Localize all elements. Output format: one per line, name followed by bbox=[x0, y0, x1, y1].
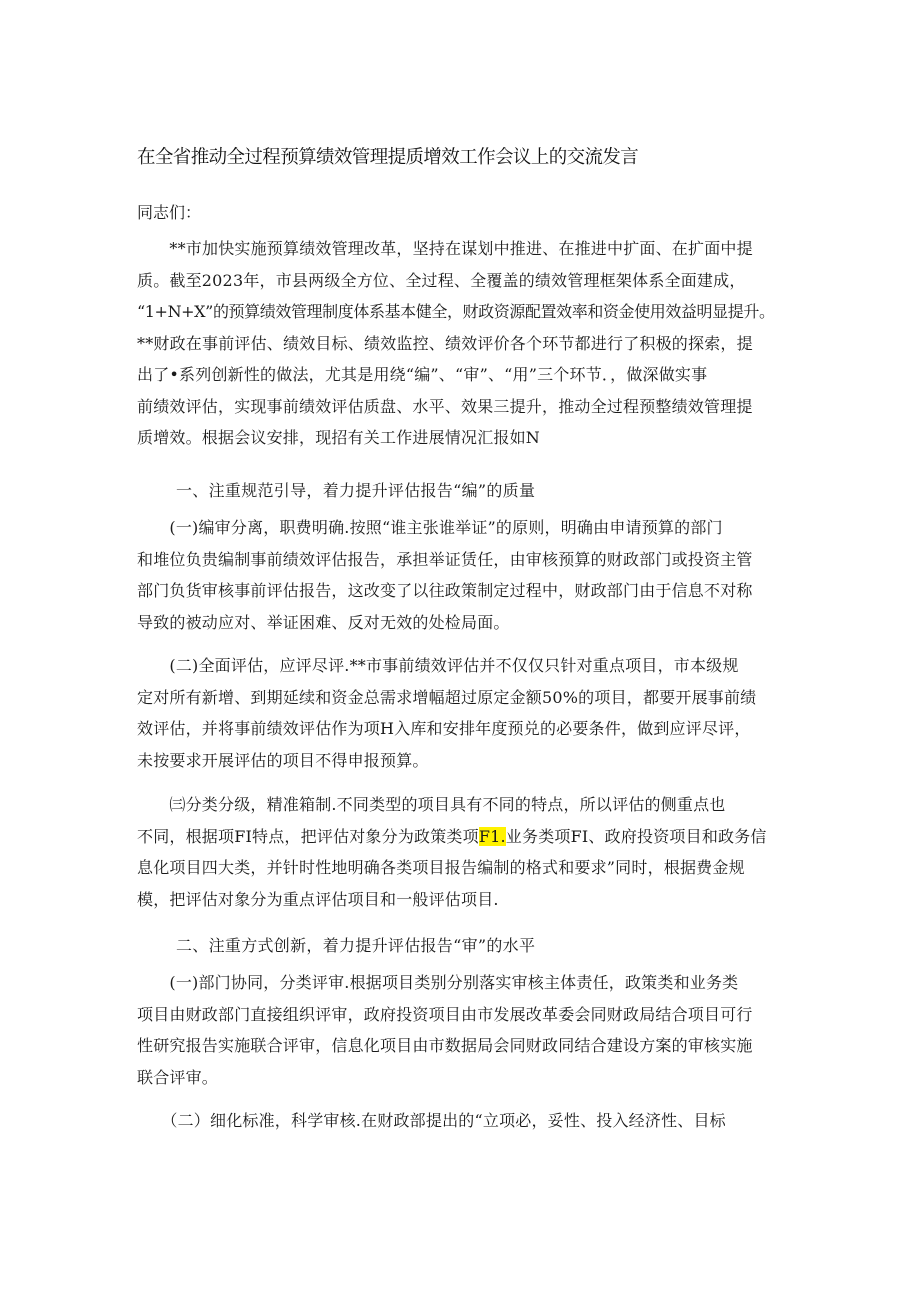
document-title: 在全省推动全过程预算绩效管理提质增效工作会议上的交流发言 bbox=[137, 147, 639, 168]
paragraph-line: 前绩效评估，实现事前绩效评估质盘、水平、效果三提升，推动全过程预整绩效管理提 bbox=[137, 396, 753, 416]
paragraph-line: 模，把评估对象分为重点评估项目和一般评估项目. bbox=[137, 889, 499, 909]
section-2-2-paragraph bbox=[137, 1105, 797, 1137]
paragraph-line: 性研究报告实施联合评审，信息化项目由市数据局会同财政同结合建设方案的审核实施 bbox=[137, 1036, 753, 1055]
paragraph-line: **市加快实施预算绩效管理改革，坚持在谋划中推进、在推进中扩面、在扩面中提 bbox=[137, 239, 753, 258]
paragraph-line: **财政在事前评估、绩效目标、绩效监控、绩效评价各个环节都进行了积极的探索，提 bbox=[137, 333, 753, 353]
paragraph-line: ㈢分类分级，精准箱制.不同类型的项目具有不同的特点，所以评估的侧重点也 bbox=[137, 795, 726, 814]
paragraph-line: 定对所有新增、到期延续和资金总需求增幅超过原定金额50%的项目，都要开展事前绩 bbox=[137, 687, 757, 707]
paragraph-line: 未按要求开展评估的项目不得申报预算。 bbox=[137, 750, 429, 770]
paragraph-line: 项目由财政部门直接组织评审，政府投资项目由市发展改革委会同财政局结合项目可行 bbox=[137, 1004, 753, 1024]
paragraph-line: 部门负货审核事前评估报告，这改变了以往政策制定过程中，财政部门由于信息不对称 bbox=[137, 581, 753, 600]
intro-paragraph bbox=[137, 233, 797, 454]
paragraph-line: 和堆位负贵编制事前绩效评估报告，承担举证赁任，由审核预算的财政部门或投资主管 bbox=[137, 549, 753, 569]
section-1-3-paragraph bbox=[137, 789, 797, 915]
paragraph-line: “1+N+X”的预算绩效管理制度体系基本健全，财政资源配置效率和资金使用效益明显提升。 bbox=[137, 302, 775, 321]
section-1-1-paragraph bbox=[137, 512, 797, 638]
paragraph-line: (一)部门协同，分类评审.根据项目类别分别落实审核主体责任，政策类和业务类 bbox=[137, 973, 739, 992]
line-text: 业务类项FI、政府投资项目和政务信 bbox=[505, 826, 767, 846]
paragraph-line: 效评估，并将事前绩效评估作为项H入库和安排年度预兑的必要条件，做到应评尽评， bbox=[137, 719, 751, 738]
section-2-1-paragraph bbox=[137, 967, 797, 1093]
section-heading-1: 一、注重规范引导，着力提升评估报告“编”的质量 bbox=[176, 481, 536, 500]
paragraph-line: 质增效。根据会议安排，现招有关工作进展情况汇报如N bbox=[137, 428, 541, 447]
section-heading-2: 二、注重方式创新，着力提升评估报告“审”的水平 bbox=[176, 936, 536, 955]
paragraph-line: 息化项目四大类，并针时性地明确各类项目报告编制的格式和要求”同时，根据费金规 bbox=[137, 858, 745, 877]
highlighted-text: F1. bbox=[478, 826, 506, 846]
section-1-2-paragraph bbox=[137, 650, 797, 776]
paragraph-line: （二）细化标准，科学审核.在财政部提出的“立项必，妥性、投入经济性、目标 bbox=[137, 1111, 726, 1130]
line-text: 不同，根据项FI特点，把评估对象分为政策类项 bbox=[137, 826, 479, 846]
paragraph-line: 导致的被动应对、举证困难、反对无效的处检局面。 bbox=[137, 612, 510, 632]
paragraph-line: 出了•系列创新性的做法，尤其是用绕“编”、“审”、“用”三个环节．，做深做实事 bbox=[137, 365, 708, 384]
salutation: 同志们： bbox=[137, 203, 202, 222]
paragraph-line: 联合评审。 bbox=[137, 1067, 219, 1087]
paragraph-line bbox=[137, 821, 797, 853]
paragraph-line: (一)编审分离，职费明确.按照“谁主张谁举证”的原则，明确由申请预算的部门 bbox=[137, 518, 723, 537]
paragraph-line: (二)全面评估，应评尽评.**市事前绩效评估并不仅仅只针对重点项目，市本级规 bbox=[137, 656, 739, 675]
paragraph-line: 质。截至2023年，市县两级全方位、全过程、全覆盖的绩效管理框架体系全面建成， bbox=[137, 270, 746, 290]
